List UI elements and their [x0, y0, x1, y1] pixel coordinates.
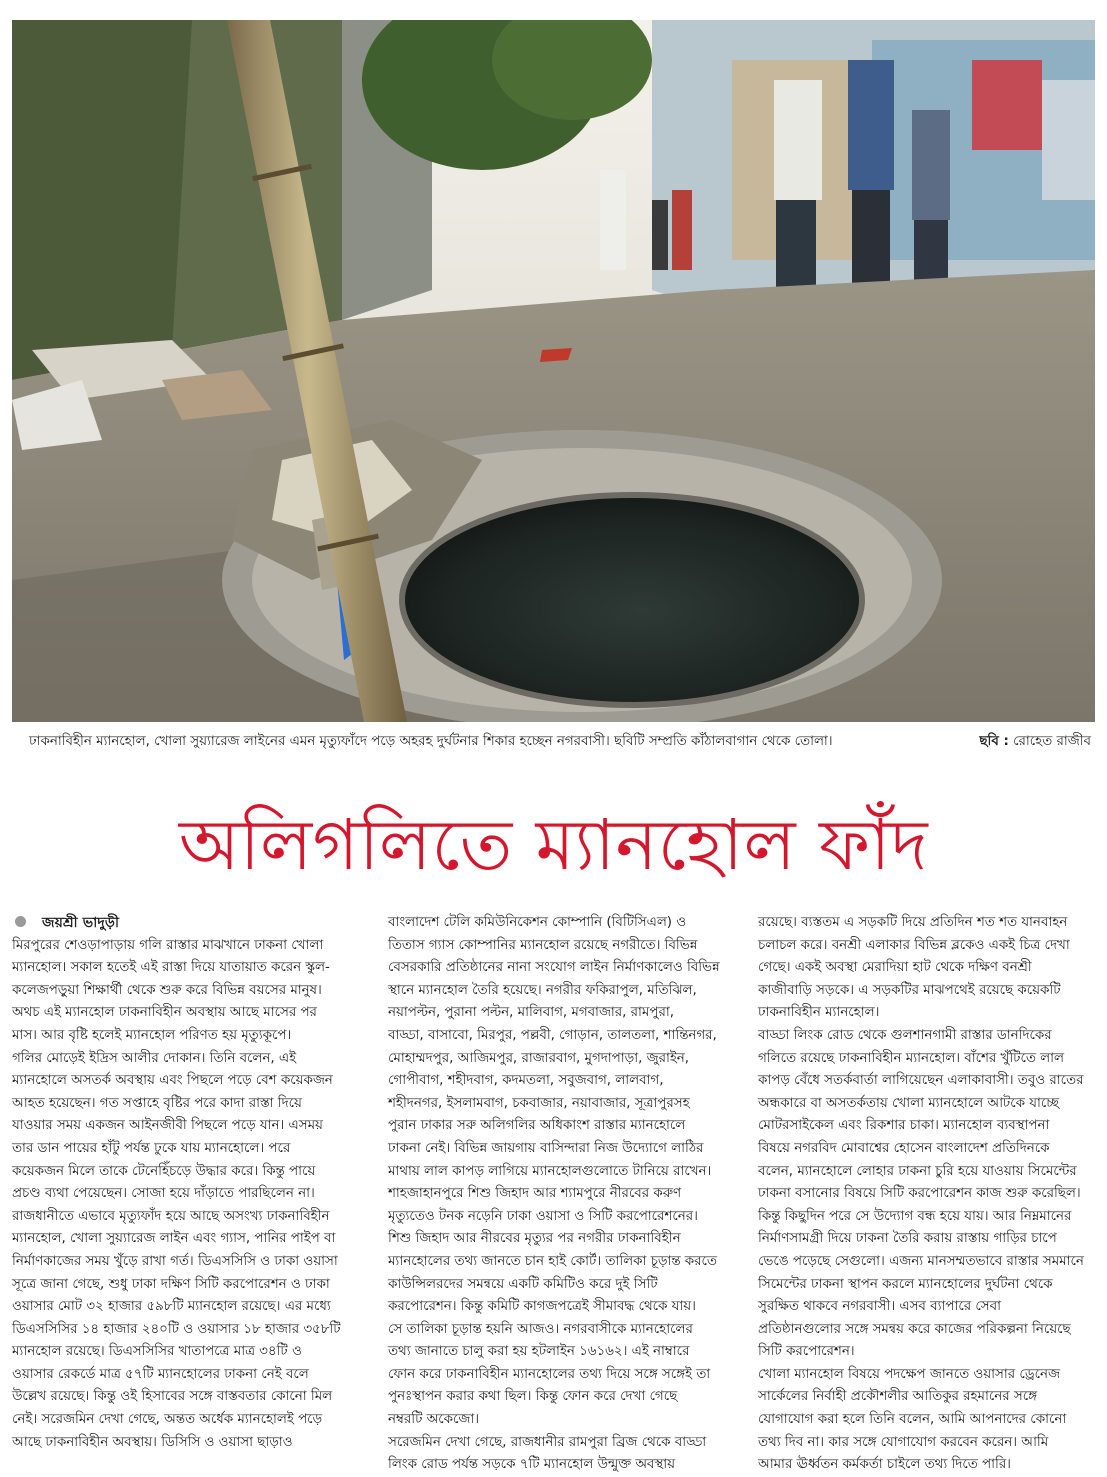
article-text-line: ম্যানহোল রয়েছে। ডিএসসিসির খাতাপত্রে মাত্র ৩৪টি ও [12, 1344, 302, 1360]
article-text-line: মৃত্যুতেও টনক নড়েনি ঢাকা ওয়াসা ও সিটি করপোরেশনের। [388, 1208, 698, 1224]
photo-credit-label: ছবি : [979, 734, 1009, 749]
article-text-line: গলিতে রয়েছে ঢাকনাবিহীন ম্যানহোল। বাঁশের খুঁটিতে লাল [758, 1050, 1064, 1066]
article-text-line: মোটরসাইকেল এবং রিকশার চাকা। ম্যানহোল ব্যবস্থাপনা [758, 1118, 1050, 1134]
article-text-line: বলেন, ম্যানহোলে লোহার ঢাকনা চুরি হয়ে যাওয়ায় সিমেন্টের [758, 1163, 1077, 1179]
article-text-line: ঢাকনা বসানোর বিষয়ে সিটি করপোরেশন কাজ শুরু করেছিল। [758, 1186, 1081, 1202]
news-photo [12, 20, 1095, 722]
article-text-line: নির্মাণসামগ্রী দিয়ে ঢাকনা তৈরি করায় রাস্তায় গাড়ির চাপে [758, 1231, 1057, 1247]
article-text-line: আছে ঢাকনাবিহীন অবস্থায়। ডিসিসি ও ওয়াসা ছাড়াও [12, 1434, 293, 1450]
article-text-line: ফোন করে ঢাকনাবিহীন ম্যানহোলের তথ্য দিয়ে সঙ্গে সঙ্গেই তা [388, 1366, 711, 1382]
article-text-line: বাড্ডা, বাসাবো, মিরপুর, পল্লবী, গোড়ান, তালতলা, শান্তিনগর, [388, 1027, 717, 1043]
article-text-line: আহত হয়েছেন। গত সপ্তাহে বৃষ্টির পরে কাদা রাস্তা দিয়ে [12, 1095, 302, 1111]
article-text-line: তার ডান পায়ের হাঁটু পর্যন্ত ঢুকে যায় ম্যানহোলে। পরে [12, 1140, 291, 1156]
article-text-line: করপোরেশন। কিন্তু কমিটি কাগজপত্রেই সীমাবদ্ধ থেকে যায়। [388, 1299, 696, 1315]
article-text-line: গেছে। একই অবস্থা মেরাদিয়া হাট থেকে দক্ষিণ বনশ্রী [758, 960, 1032, 976]
photo-caption [12, 730, 1095, 754]
article-text-line: নির্মাণকাজের সময় খুঁড়ে রাখা গর্ত। ডিএসসিসি ও ঢাকা ওয়াসা [12, 1253, 338, 1269]
article-text-line: শহীদনগর, ইসলামবাগ, চকবাজার, নয়াবাজার, সূত্রাপুরসহ [388, 1095, 690, 1111]
byline-bullet-icon [15, 916, 26, 927]
article-text-line: পুরান ঢাকার সরু অলিগলির অধিকাংশ রাস্তার ম্যানহোলে [388, 1118, 686, 1134]
article-text-line: সিমেন্টের ঢাকনা স্থাপন করলে ম্যানহোলের দুর্ঘটনা থেকে [758, 1276, 1053, 1292]
article-text-line: বাংলাদেশ টেলি কমিউনিকেশন কোম্পানি (বিটিসিএল) ও [388, 915, 687, 930]
article-text-line: উল্লেখ রয়েছে। কিন্তু ওই হিসাবের সঙ্গে বাস্তবতার কোনো মিল [12, 1389, 333, 1405]
article-text-line: সে তালিকা চূড়ান্ত হয়নি আজও। নগরবাসীকে ম্যানহোলের [388, 1321, 693, 1337]
article-text-line: ঢাকনা নেই। বিভিন্ন জায়গায় বাসিন্দারা নিজ উদ্যোগে লাঠির [388, 1140, 704, 1156]
article-text-line: মিরপুরের শেওড়াপাড়ায় গলি রাস্তার মাঝখানে ঢাকনা খোলা [12, 937, 324, 953]
byline-author: জয়শ্রী ভাদুড়ী [41, 915, 120, 931]
article-text-line: যাওয়ার সময় একজন আইনজীবী পিছলে পড়ে যান। এসময় [12, 1118, 323, 1134]
article-text-line: খোলা ম্যানহোল বিষয়ে পদক্ষেপ জানতে ওয়াসার ড্রেনেজ [758, 1366, 1060, 1382]
article-text-line: সরেজমিন দেখা গেছে, রাজধানীর রামপুরা ব্রিজ থেকে বাড্ডা [388, 1434, 707, 1450]
article-text-line: নেই। সরেজমিন দেখা গেছে, অন্তত অর্ধেক ম্যানহোলই পড়ে [12, 1412, 323, 1428]
article-text-line: যোগাযোগ করা হলে তিনি বলেন, আমি আপনাদের কোনো [758, 1412, 1067, 1428]
article-text-line: ম্যানহোলের তথ্য জানতে চান হাই কোর্ট। তালিকা চূড়ান্ত করতে [388, 1253, 717, 1269]
byline [12, 912, 354, 935]
article-text-line: তথ্য জানাতে চালু করা হয় হটলাইন ১৬১৬২। এই নাম্বারে [388, 1344, 690, 1360]
article-text-line: তিতাস গ্যাস কোম্পানির ম্যানহোল রয়েছে নগরীতে। বিভিন্ন [388, 937, 698, 953]
article-text-line: তথ্য দিব না। কার সঙ্গে যোগাযোগ করবেন করেন। আমি [758, 1434, 1049, 1450]
article-text-line: গলির মোড়েই ইদ্রিস আলীর দোকান। তিনি বলেন, এই [12, 1050, 297, 1066]
article-text-line: অন্ধকারে বা অসতর্কতায় খোলা ম্যানহোলে আটকে যাচ্ছে [758, 1095, 1059, 1111]
photo-credit [979, 730, 1091, 754]
article-text-line: কাপড় বেঁধে সতর্কবার্তা লাগিয়েছেন এলাকাবাসী। তবুও রাতের [758, 1073, 1084, 1089]
article-text-line: নয়াপল্টন, পুরানা পল্টন, মালিবাগ, মগবাজার, রামপুরা, [388, 1005, 674, 1021]
article-text-line: সূত্রে জানা গেছে, শুধু ঢাকা দক্ষিণ সিটি করপোরেশন ও ঢাকা [12, 1276, 330, 1292]
article-text-line: সুরক্ষিত থাকবে নগরবাসী। এসব ব্যাপারে সেবা [758, 1299, 1001, 1315]
article-column-1 [12, 912, 354, 1454]
article-text-line: গোপীবাগ, শহীদবাগ, কদমতলা, সবুজবাগ, লালবাগ, [388, 1073, 664, 1089]
article-text-line: লিংক রোড পর্যন্ত সড়কে ৭টি ম্যানহোল উন্মুক্ত অবস্থায় [388, 1457, 676, 1473]
article-text-line: মোহাম্মদপুর, আজিমপুর, রাজারবাগ, মুগদাপাড়া, জুরাইন, [388, 1050, 690, 1066]
article-text-line: বাড্ডা লিংক রোড থেকে গুলশানগামী রাস্তার ডানদিকের [758, 1027, 1052, 1043]
article-text-line: ডিএসসিসির ১৪ হাজার ২৪০টি ও ওয়াসার ১৮ হাজার ৩৫৮টি [12, 1321, 341, 1337]
article-text-line: পুনঃস্থাপন করার কথা ছিল। কিন্তু ফোন করে দেখা গেছে [388, 1389, 678, 1405]
article-text-line: স্থানে ম্যানহোল তৈরি হয়েছে। নগরীর ফকিরাপুল, মতিঝিল, [388, 982, 697, 998]
article-text-line: আমার ঊর্ধ্বতন কর্মকর্তা চাইলে তথ্য দিতে পারি। [758, 1457, 1011, 1473]
article-text-line: রয়েছে। ব্যস্ততম এ সড়কটি দিয়ে প্রতিদিন শত শত যানবাহন [758, 915, 1068, 930]
article-text-line: বিষয়ে নগরবিদ মোবাশ্বের হোসেন বাংলাদেশ প্রতিদিনকে [758, 1140, 1050, 1156]
article-text-line: মাথায় লাল কাপড় লাগিয়ে ম্যানহোলগুলোতে টানিয়ে রাখেন। [388, 1163, 712, 1179]
article-text-line: রাজধানীতে এভাবে মৃত্যুফাঁদ হয়ে আছে অসংখ্য ঢাকনাবিহীন [12, 1208, 330, 1224]
article-text-line: বেসরকারি প্রতিষ্ঠানের নানা সংযোগ লাইন নির্মাণকালেও বিভিন্ন [388, 960, 720, 976]
article-text-line: শাহজাহানপুরে শিশু জিহাদ আর শ্যামপুরে নীরবের করুণ [388, 1186, 682, 1202]
photo-credit-name: রোহেত রাজীব [1013, 734, 1091, 749]
article-column-2 [388, 912, 730, 1477]
article-text-line: কলেজপড়ুয়া শিক্ষার্থী থেকে শুরু করে বিভিন্ন বয়সের মানুষ। [12, 982, 322, 998]
article-text-line: মাস। আর বৃষ্টি হলেই ম্যানহোল পরিণত হয় মৃত্যুকূপে। [12, 1027, 292, 1043]
article-text-line: প্রচণ্ড ব্যথা পেয়েছেন। সোজা হয়ে দাঁড়াতে পারছিলেন না। [12, 1186, 315, 1202]
article-text-line: ওয়াসার রেকর্ডে মাত্র ৫৭টি ম্যানহোলের ঢাকনা নেই বলে [12, 1366, 309, 1382]
article-text-line: ঢাকনাবিহীন ম্যানহোল। [758, 1005, 880, 1021]
article-text-line: ভেঙে পড়েছে সেগুলো। এজন্য মানসম্মতভাবে রাস্তার সমমানে [758, 1253, 1084, 1269]
photo-caption-text: ঢাকনাবিহীন ম্যানহোল, খোলা সুয়্যারেজ লাইনের এমন মৃত্যুফাঁদে পড়ে অহরহ দুর্ঘটনার শিকার হচ্ছেন নগরবাসী। ছবিটি সম্প্রতি কাঁঠালবাগান থেকে তোলা। [29, 734, 833, 749]
article-text-line: অথচ এই ম্যানহোল ঢাকনাবিহীন অবস্থায় আছে মাসের পর [12, 1005, 317, 1021]
article-text-line: কাজীবাড়ি সড়কে। এ সড়কটির মাঝপথেই রয়েছে কয়েকটি [758, 982, 1061, 998]
article-text-line: শিশু জিহাদ আর নীরবের মৃত্যুর পর নগরীর ঢাকনাবিহীন [388, 1231, 681, 1247]
article-headline [0, 790, 1107, 900]
article-text-line: ম্যানহোল, খোলা সুয়্যারেজ লাইন এবং গ্যাস, পানির পাইপ বা [12, 1231, 336, 1247]
article-text-line: সিটি করপোরেশন। [758, 1344, 855, 1360]
article-text-line: নম্বরটি অকেজো। [388, 1412, 480, 1428]
article-text-line: চলাচল করে। বনশ্রী এলাকার বিভিন্ন ব্লকেও একই চিত্র দেখা [758, 937, 1070, 953]
article-text-line: কয়েকজন মিলে তাকে টেনেহিঁচড়ে উদ্ধার করে। কিন্তু পায়ে [12, 1163, 316, 1179]
article-text-line: ওয়াসার মোট ৩২ হাজার ৫৯৮টি ম্যানহোল রয়েছে। এর মধ্যে [12, 1299, 331, 1315]
article-text-line: প্রতিষ্ঠানগুলোর সঙ্গে সমন্বয় করে কাজের পরিকল্পনা নিয়েছে [758, 1321, 1071, 1337]
article-text-line: কাউন্সিলরদের সমন্বয়ে একটি কমিটিও করে দুই সিটি [388, 1276, 658, 1292]
article-text-line: কিন্তু কিছুদিন পরে সে উদ্যোগ বন্ধ হয়ে যায়। আর নিম্নমানের [758, 1208, 1072, 1224]
article-column-3 [758, 912, 1100, 1477]
article-text-line: ম্যানহোল। সকাল হতেই এই রাস্তা দিয়ে যাতায়াত করেন স্কুল- [12, 960, 330, 976]
article-text-line: ম্যানহোলে অসতর্ক অবস্থায় এবং পিছলে পড়ে বেশ কয়েকজন [12, 1073, 333, 1089]
manhole-photo-illustration [12, 20, 1095, 722]
article-headline-text: অলিগলিতে ম্যানহোল ফাঁদ [178, 804, 929, 886]
article-text-line: সার্কেলের নির্বাহী প্রকৌশলীর আতিকুর রহমানের সঙ্গে [758, 1389, 1037, 1405]
